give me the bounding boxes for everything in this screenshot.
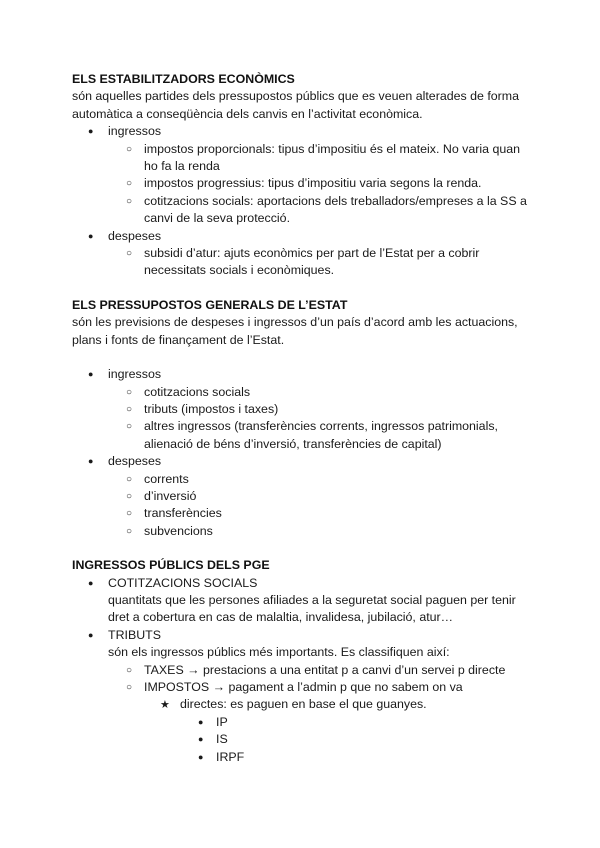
list-item [72,418,542,453]
list-item-text: quantitats que les persones afiliades a la seguretat social paguen per tenir [108,592,516,607]
bullet-circle-icon [126,523,132,540]
intro-line: automàtica a conseqüència dels canvis en l’activitat econòmica. [72,106,423,121]
bullet-list [72,366,542,540]
list-item-text: IP [216,714,228,729]
list-item [72,366,542,383]
list-item [72,228,542,245]
bullet-circle-icon [126,679,132,696]
bullet-circle-icon [126,175,132,192]
list-item [72,193,542,228]
list-item [72,575,542,627]
list-item [72,679,542,696]
list-item-text: subvencions [144,523,213,538]
list-item [72,471,542,488]
list-item [72,714,542,731]
list-item-text: IRPF [216,749,245,764]
list-item-text: són els ingressos públics més importants. Es classifiquen així: [108,645,450,660]
section-title: ELS PRESSUPOSTOS GENERALS DE L’ESTAT [72,297,348,312]
list-item-text: d’inversió [144,488,197,503]
list-item-text: transferències [144,506,222,521]
list-item-label: despeses [108,454,162,469]
list-item [72,245,542,280]
list-item [72,141,542,176]
list-item-text: ho fa la renda [144,159,220,174]
bullet-dot-icon [88,123,93,140]
section-pressupostos [72,297,542,540]
section-estabilitzadors [72,71,542,280]
bullet-star-icon [160,696,170,714]
list-item [72,696,542,713]
bullet-circle-icon [126,471,132,488]
list-item-text: impostos progressius: tipus d’impositiu varia segons la renda. [144,176,482,191]
list-item-label: TRIBUTS [108,627,162,642]
bullet-circle-icon [126,384,132,401]
list-item-text: corrents [144,471,189,486]
list-item [72,384,542,401]
bullet-dot-icon [198,731,203,748]
bullet-dot-icon [198,749,203,766]
list-item-text: dret a cobertura en cas de malaltia, invalidesa, jubilació, atur… [108,610,454,625]
list-item-text: necessitats socials i econòmiques. [144,263,335,278]
list-item [72,505,542,522]
list-item [72,731,542,748]
document-page [72,71,542,783]
list-item-text: IS [216,732,228,747]
list-item-label: ingressos [108,124,162,139]
list-item [72,488,542,505]
bullet-dot-icon [88,453,93,470]
list-item-text: canvi de la seva protecció. [144,211,291,226]
list-item-label: despeses [108,228,162,243]
bullet-circle-icon [126,418,132,435]
intro-line: són aquelles partides dels pressupostos públics que es veuen alterades de forma [72,89,520,104]
bullet-dot-icon [88,575,93,592]
list-item-text: TAXES → prestacions a una entitat p a canvi d’un servei p directe [144,662,506,677]
list-item-text: cotitzacions socials [144,384,251,399]
list-item [72,749,542,766]
section-title: ELS ESTABILITZADORS ECONÒMICS [72,72,295,86]
list-item-text: alienació de béns d’inversió, transferències de capital) [144,436,442,451]
intro-line: són les previsions de despeses i ingressos d’un país d’acord amb les actuacions, [72,315,518,330]
list-item-text: tributs (impostos i taxes) [144,401,279,416]
list-item-text: cotitzacions socials: aportacions dels treballadors/empreses a la SS a [144,193,527,208]
bullet-circle-icon [126,401,132,418]
list-item [72,627,542,662]
list-item-text: altres ingressos (transferències corrents, ingressos patrimonials, [144,419,498,434]
list-item [72,401,542,418]
spacer [72,349,542,366]
intro-line: plans i fonts de finançament de l’Estat. [72,332,285,347]
bullet-circle-icon [126,141,132,158]
bullet-circle-icon [126,245,132,262]
bullet-circle-icon [126,662,132,679]
list-item-text: impostos proporcionals: tipus d’impositiu és el mateix. No varia quan [144,141,521,156]
list-item [72,662,542,679]
list-item-label: ingressos [108,367,162,382]
bullet-dot-icon [88,366,93,383]
bullet-circle-icon [126,193,132,210]
bullet-dot-icon [88,228,93,245]
list-item-text: subsidi d’atur: ajuts econòmics per part de l’Estat per a cobrir [144,246,480,261]
list-item [72,175,542,192]
list-item [72,123,542,140]
list-item [72,453,542,470]
bullet-dot-icon [88,627,93,644]
section-ingressos-publics [72,557,542,766]
bullet-circle-icon [126,488,132,505]
list-item [72,523,542,540]
bullet-circle-icon [126,505,132,522]
bullet-dot-icon [198,714,203,731]
section-title: INGRESSOS PÚBLICS DELS PGE [72,558,270,573]
bullet-list [72,123,542,280]
list-item-label: COTITZACIONS SOCIALS [108,575,258,590]
list-item-text: directes: es paguen en base el que guanyes. [180,697,427,712]
bullet-list [72,575,542,766]
list-item-text: IMPOSTOS → pagament a l’admin p que no sabem on va [144,680,463,694]
